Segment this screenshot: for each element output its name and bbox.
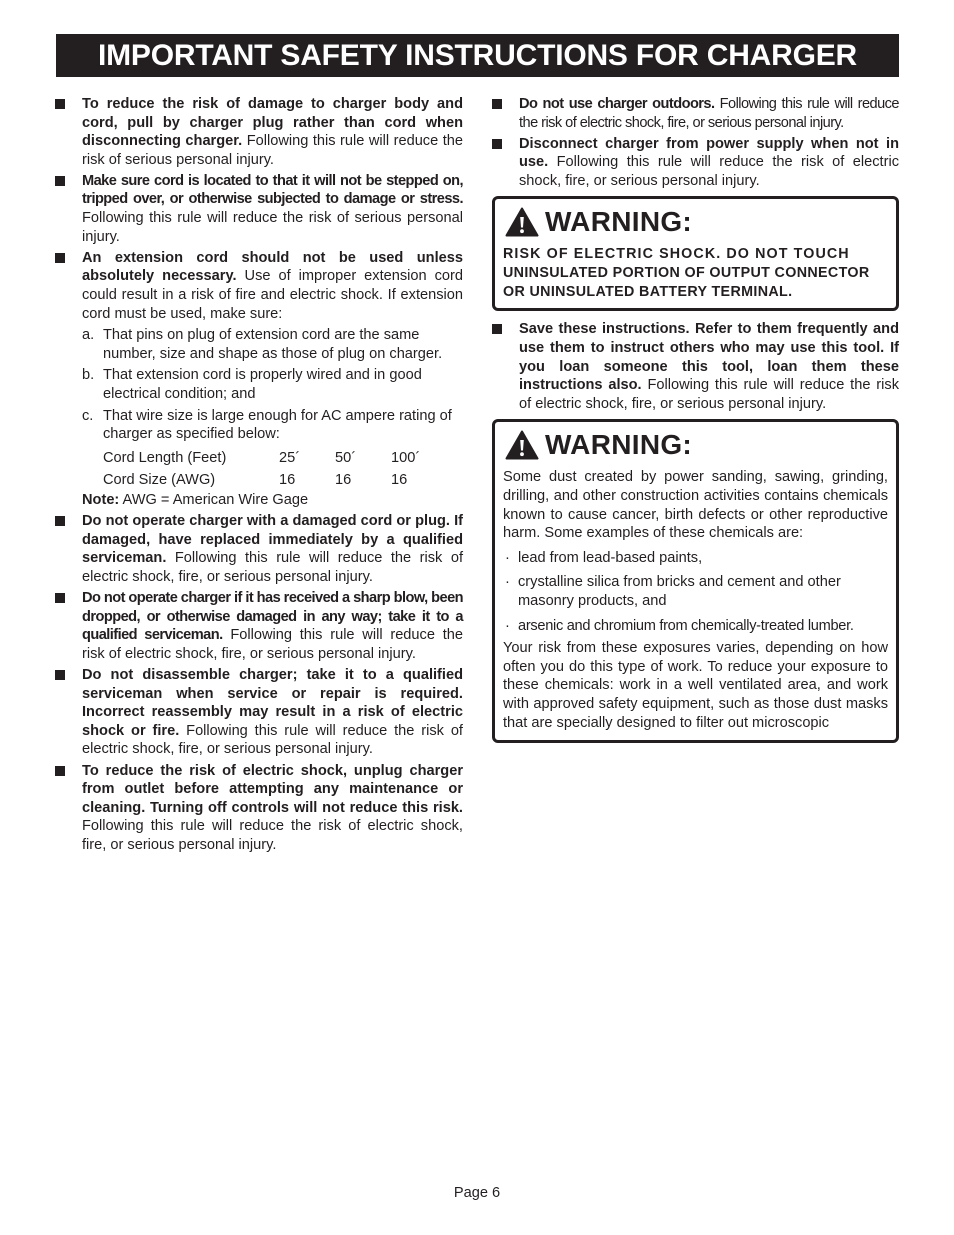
warning-box-dust: [492, 419, 899, 743]
list-item-text: lead from lead-based paints,: [518, 549, 703, 566]
warning-triangle-icon: [505, 430, 539, 460]
table-row: [103, 469, 463, 491]
list-item-text: arsenic and chromium from chemically-treated lumber.: [518, 617, 854, 634]
note-label: Note:: [82, 491, 120, 508]
bullet-bold-text: To reduce the risk of electric shock, unplug charger from outlet before attempting any maintenance or cleaning. Turning off controls will not reduce this risk.: [82, 762, 463, 816]
warning-message: [503, 245, 888, 302]
dot-bullet-icon: ·: [505, 549, 510, 566]
table-cell: 50´: [335, 449, 357, 466]
bullet-text: Following this rule will reduce the risk of serious personal injury.: [82, 210, 463, 245]
list-item: [55, 249, 463, 323]
table-cell: 16: [279, 471, 296, 488]
warning-title: WARNING:: [545, 206, 693, 238]
warning-line: OR UNINSULATED BATTERY TERMINAL.: [503, 284, 793, 301]
list-item: [55, 512, 463, 586]
warning-heading: [503, 422, 888, 468]
list-item: [55, 172, 463, 246]
sub-item-letter: c.: [82, 407, 94, 424]
warning-outro: Your risk from these exposures varies, depending on how often you do this type of work. To reduce your exposure to these chemicals: work in a well ventilated area, and work with approved safety equipment, such as those dust masks that are specially designed to filter out microscopic: [503, 640, 888, 731]
warning-box-electric-shock: [492, 196, 899, 311]
bullet-bold-text: Do not operate charger if it has received a sharp blow, been dropped, or otherwise damaged in any way; take it to a qualified serviceman.: [82, 590, 463, 644]
bullet-bold-text: Save these instructions. Refer to them frequently and use them to instruct others who may use this tool. If you loan someone this tool, loan them these instructions also.: [519, 321, 899, 394]
square-bullet-icon: [55, 516, 65, 526]
warning-title: WARNING:: [545, 429, 693, 461]
square-bullet-icon: [55, 99, 65, 109]
square-bullet-icon: [492, 139, 502, 149]
table-cell: 100´: [391, 449, 421, 466]
page-number: Page 6: [453, 1185, 501, 1201]
list-item: [503, 573, 888, 610]
sub-item-text: That extension cord is properly wired and in good electrical condition; and: [103, 367, 422, 402]
bullet-text: Following this rule will reduce the risk of electric shock, fire, or serious personal injury.: [519, 377, 899, 412]
sub-item-letter: b.: [82, 367, 95, 384]
bullet-bold-text: To reduce the risk of damage to charger body and cord, pull by charger plug rather than cord when disconnecting charger.: [82, 96, 463, 150]
warning-heading: [503, 199, 888, 245]
list-item: [55, 95, 463, 169]
square-bullet-icon: [55, 253, 65, 263]
sub-item: [55, 407, 463, 444]
page-title: IMPORTANT SAFETY INSTRUCTIONS FOR CHARGER: [56, 34, 899, 77]
warning-triangle-icon: [505, 207, 539, 237]
note-text: AWG = American Wire Gage: [119, 491, 309, 508]
table-cell: 16: [391, 471, 408, 488]
bullet-bold-text: Disconnect charger from power supply when not in use.: [519, 135, 899, 171]
sub-item: [55, 366, 463, 403]
list-item: [55, 589, 463, 663]
bullet-text: Following this rule will reduce the risk of electric shock, fire, or serious personal injury.: [82, 627, 463, 662]
bullet-bold-text: Make sure cord is located to that it will not be stepped on, tripped over, or otherwise subjected to damage or stress.: [82, 172, 463, 208]
list-item: [503, 617, 888, 636]
square-bullet-icon: [55, 176, 65, 186]
cord-table: [103, 447, 463, 491]
bullet-bold-text: Do not disassemble charger; take it to a qualified serviceman when service or repair is required. Incorrect reassembly may result in a risk of electric shock or fire.: [82, 667, 463, 739]
list-item: [492, 95, 899, 132]
list-item-text: crystalline silica from bricks and cement and other masonry products, and: [518, 574, 841, 609]
sub-item-text: That pins on plug of extension cord are the same number, size and shape as those of plug on charger.: [103, 327, 443, 362]
list-item: [492, 135, 899, 191]
bullet-text: Following this rule will reduce the risk of electric shock, fire, or serious personal injury.: [82, 722, 463, 758]
list-item: [492, 320, 899, 413]
table-cell: 25´: [279, 449, 301, 466]
bullet-text: Following this rule will reduce the risk of electric shock, fire, or serious personal injury.: [519, 154, 899, 189]
bullet-text: Use of improper extension cord could result in a risk of fire and electric shock. If extension cord must be used, make sure:: [82, 268, 463, 322]
list-item: [55, 666, 463, 759]
bullet-text: Following this rule will reduce the risk of electric shock, fire, or serious personal injury.: [82, 818, 463, 853]
list-item: [503, 549, 888, 568]
dot-bullet-icon: ·: [505, 574, 510, 591]
bullet-text: Following this rule will reduce the risk of serious personal injury.: [82, 133, 463, 168]
note: [55, 491, 463, 510]
square-bullet-icon: [55, 593, 65, 603]
square-bullet-icon: [55, 766, 65, 776]
sub-item-letter: a.: [82, 327, 95, 344]
dot-bullet-icon: ·: [505, 617, 510, 634]
bullet-bold-text: An extension cord should not be used unless absolutely necessary.: [82, 249, 463, 285]
warning-line: RISK OF ELECTRIC SHOCK. DO NOT TOUCH: [503, 246, 850, 263]
bullet-text: Following this rule will reduce the risk of electric shock, fire, or serious personal injury.: [82, 550, 463, 586]
table-cell: Cord Length (Feet): [103, 449, 227, 466]
bullet-bold-text: Do not operate charger with a damaged cord or plug. If damaged, have replaced immediately by a qualified serviceman.: [82, 513, 463, 567]
warning-intro: Some dust created by power sanding, sawing, grinding, drilling, and other construction activities contains chemicals known to cause cancer, birth defects or other reproductive harm. Some examples of these chemicals are:: [503, 469, 888, 542]
bullet-bold-text: Do not use charger outdoors.: [519, 96, 715, 112]
right-column: [492, 95, 899, 752]
square-bullet-icon: [55, 670, 65, 680]
table-cell: Cord Size (AWG): [103, 471, 216, 488]
sub-item-text: That wire size is large enough for AC ampere rating of charger as specified below:: [103, 407, 452, 443]
left-column: [55, 95, 463, 857]
warning-line: UNINSULATED PORTION OF OUTPUT CONNECTOR: [503, 265, 870, 282]
table-row: [103, 447, 463, 469]
square-bullet-icon: [492, 99, 502, 109]
square-bullet-icon: [492, 324, 502, 334]
bullet-text: Following this rule will reduce the risk of electric shock, fire, or serious personal injury.: [519, 96, 899, 131]
sub-item: [55, 326, 463, 363]
list-item: [55, 762, 463, 855]
table-cell: 16: [335, 471, 352, 488]
